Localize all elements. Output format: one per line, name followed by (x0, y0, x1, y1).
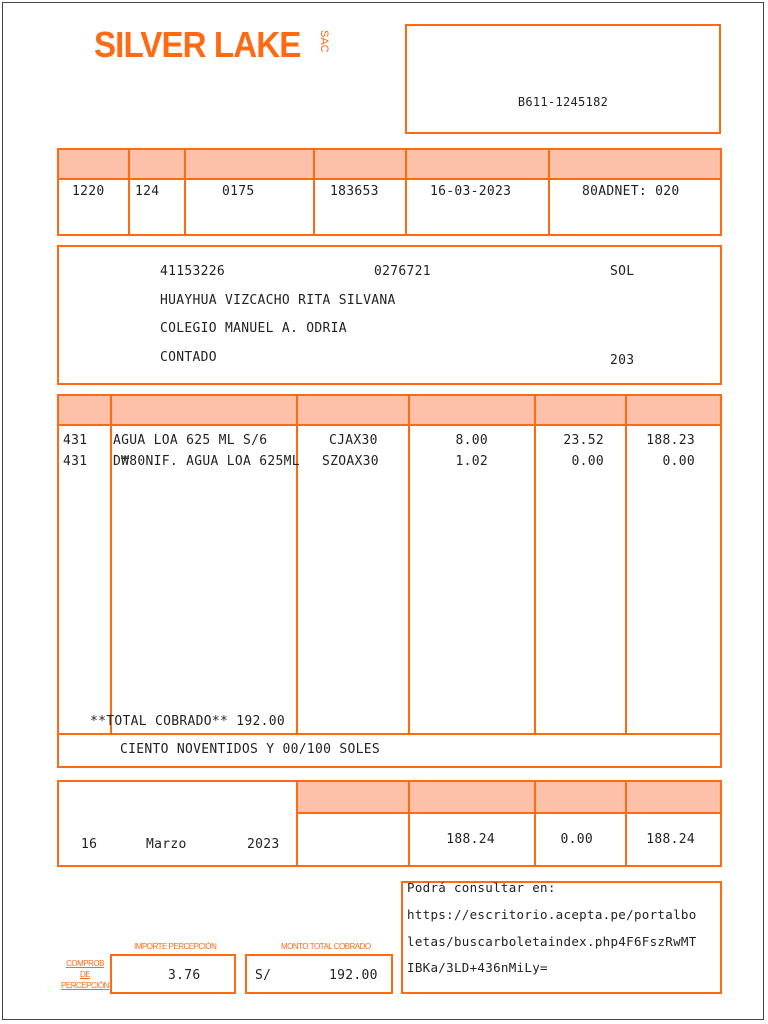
item-unit: SZOAX30 (322, 454, 379, 469)
consult-link[interactable]: letas/buscarboletaindex.php4F6FszRwMT (407, 934, 697, 949)
items-table (57, 394, 722, 768)
total-charged: **TOTAL COBRADO** 192.00 (90, 714, 286, 729)
comprob-label: COMPROB DE PERCEPCIÓN (61, 959, 109, 990)
doc-number: B611-1245182 (517, 95, 609, 109)
item-desc: D₩80NIF. AGUA LOA 625ML (113, 454, 300, 469)
item-desc: AGUA LOA 625 ML S/6 (113, 433, 268, 448)
item-qty: 8.00 (455, 433, 488, 448)
date-month: Marzo (146, 837, 187, 852)
customer-ref: 203 (610, 353, 635, 368)
grand-total-value: 188.24 (646, 832, 695, 847)
date-year: 2023 (247, 837, 280, 852)
item-price: 23.52 (563, 433, 604, 448)
header-cell: 0175 (222, 184, 255, 199)
subtotal-value: 188.24 (446, 832, 495, 847)
item-unit: CJAX30 (329, 433, 378, 448)
header-cell: 16-03-2023 (430, 184, 512, 199)
item-code: 431 (63, 454, 88, 469)
customer-code: 0276721 (374, 264, 431, 279)
header-cell: 183653 (330, 184, 379, 199)
customer-name: HUAYHUA VIZCACHO RITA SILVANA (160, 293, 396, 308)
monto-label: MONTO TOTAL COBRADO (281, 942, 371, 951)
customer-address: COLEGIO MANUEL A. ODRIA (160, 321, 347, 336)
customer-payment: CONTADO (160, 350, 217, 365)
importe-label: IMPORTE PERCEPCIÓN (134, 942, 217, 951)
customer-currency: SOL (610, 264, 635, 279)
consult-line: Podrá consultar en: (407, 880, 556, 895)
consult-link[interactable]: IBKa/3LD+436nMiLy= (407, 960, 548, 975)
tax-value: 0.00 (560, 832, 593, 847)
header-table-band (59, 150, 720, 178)
date-box (57, 780, 298, 867)
header-cell: 1220 (72, 184, 105, 199)
brand-logo: SILVER LAKE (94, 24, 301, 65)
brand-suffix: SAC (318, 30, 330, 53)
monto-currency: S/ (255, 968, 272, 983)
date-day: 16 (81, 837, 98, 852)
monto-value: 192.00 (329, 968, 378, 983)
customer-id: 41153226 (160, 264, 226, 279)
item-code: 431 (63, 433, 88, 448)
amount-in-words: CIENTO NOVENTIDOS Y 00/100 SOLES (120, 742, 381, 757)
header-cell: 80ADNET: 020 (582, 184, 680, 199)
item-qty: 1.02 (455, 454, 488, 469)
item-total: 0.00 (662, 454, 695, 469)
items-table-band (59, 396, 720, 424)
item-total: 188.23 (646, 433, 695, 448)
doc-number-box (405, 24, 721, 134)
totals-table-band (298, 782, 720, 812)
consult-link[interactable]: https://escritorio.acepta.pe/portalbo (407, 907, 697, 922)
header-cell: 124 (135, 184, 160, 199)
item-price: 0.00 (571, 454, 604, 469)
importe-value: 3.76 (168, 968, 201, 983)
